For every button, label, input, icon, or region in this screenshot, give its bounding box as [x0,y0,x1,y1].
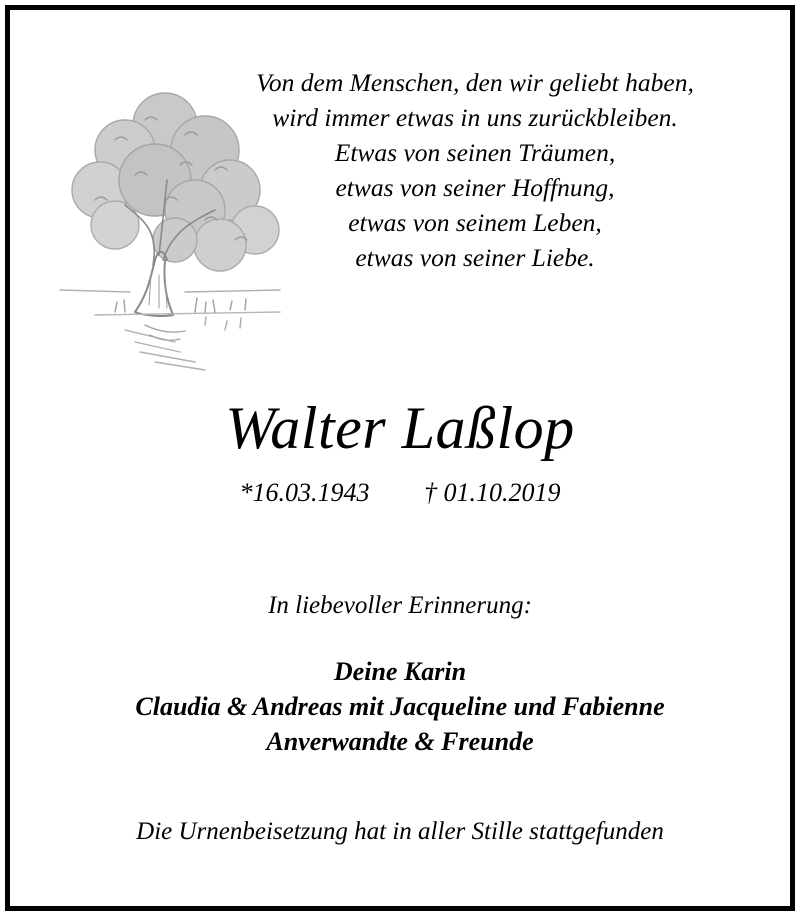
mourners-list [10,654,790,759]
poem [225,65,725,275]
death-date: † 01.10.2019 [424,478,561,507]
birth-date: *16.03.1943 [239,478,370,507]
poem-line: Etwas von seinen Träumen, [334,138,616,167]
obituary-frame [5,5,795,911]
poem-line: wird immer etwas in uns zurückbleiben. [272,103,678,132]
poem-line: etwas von seinem Leben, [348,208,602,237]
poem-line: etwas von seiner Liebe. [355,243,595,272]
burial-note: Die Urnenbeisetzung hat in aller Stille stattgefunden [136,818,664,845]
mourner-line: Deine Karin [333,657,467,686]
remembrance-intro: In liebevoller Erinnerung: [268,592,532,619]
mourner-line: Anverwandte & Freunde [266,727,534,756]
poem-line: etwas von seiner Hoffnung, [335,173,615,202]
life-dates [10,475,790,511]
poem-line: Von dem Menschen, den wir geliebt haben, [256,68,694,97]
mourner-line: Claudia & Andreas mit Jacqueline und Fabienne [135,692,665,721]
deceased-name: Walter Laßlop [225,395,575,461]
